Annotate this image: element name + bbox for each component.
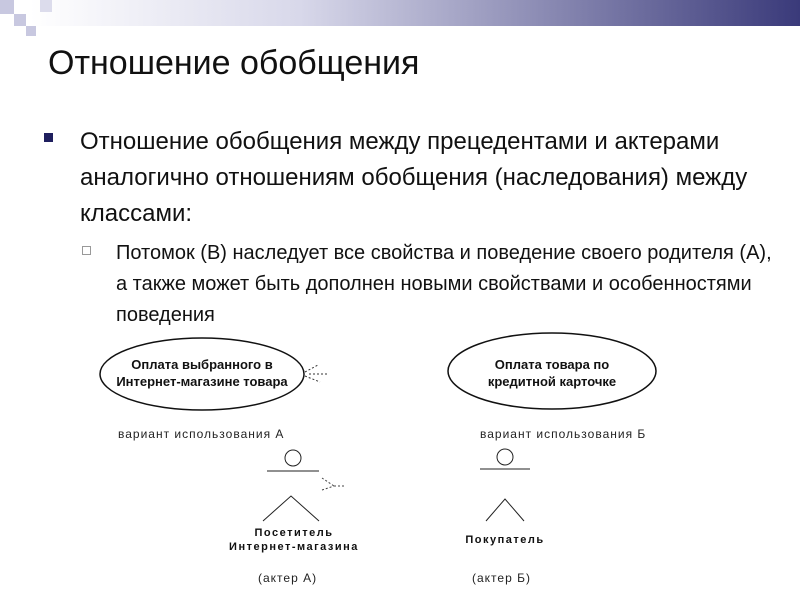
actor-a-name bbox=[212, 526, 376, 554]
usecase-b-caption: вариант использования Б bbox=[480, 427, 647, 441]
usecase-a-line2: Интернет-магазине товара bbox=[116, 374, 288, 389]
usecase-a-caption: вариант использования A bbox=[118, 427, 285, 441]
actor-a-icon bbox=[263, 450, 319, 521]
actor-b-icon bbox=[480, 449, 530, 521]
actor-a-line1: Посетитель bbox=[254, 527, 334, 539]
actor-a-generalization-arrowhead bbox=[322, 478, 344, 490]
usecase-a-line1: Оплата выбранного в bbox=[131, 357, 273, 372]
actor-a-caption: (актер А) bbox=[258, 571, 318, 585]
actor-b-name: Покупатель bbox=[465, 534, 545, 546]
usecase-a-generalization-arrowhead bbox=[305, 365, 328, 382]
sub-bullet-text: Потомок (B) наследует все свойства и поведение своего родителя (A), а также может быть дополнен новыми свойствами и особенностями поведения bbox=[116, 242, 772, 326]
usecase-b-line1: Оплата товара по bbox=[494, 357, 610, 372]
main-bullet-text: Отношение обобщения между прецедентами и актерами аналогично отношениям обобщения (наследования) между классами: bbox=[80, 128, 748, 227]
actor-a-line2: Интернет-магазина bbox=[229, 541, 359, 553]
usecase-a-label bbox=[104, 356, 300, 390]
actor-b-caption: (актер Б) bbox=[472, 571, 531, 585]
usecase-b-label bbox=[452, 356, 652, 390]
slide-title: Отношение обобщения bbox=[48, 44, 420, 82]
usecase-b-line2: кредитной карточке bbox=[487, 374, 617, 389]
